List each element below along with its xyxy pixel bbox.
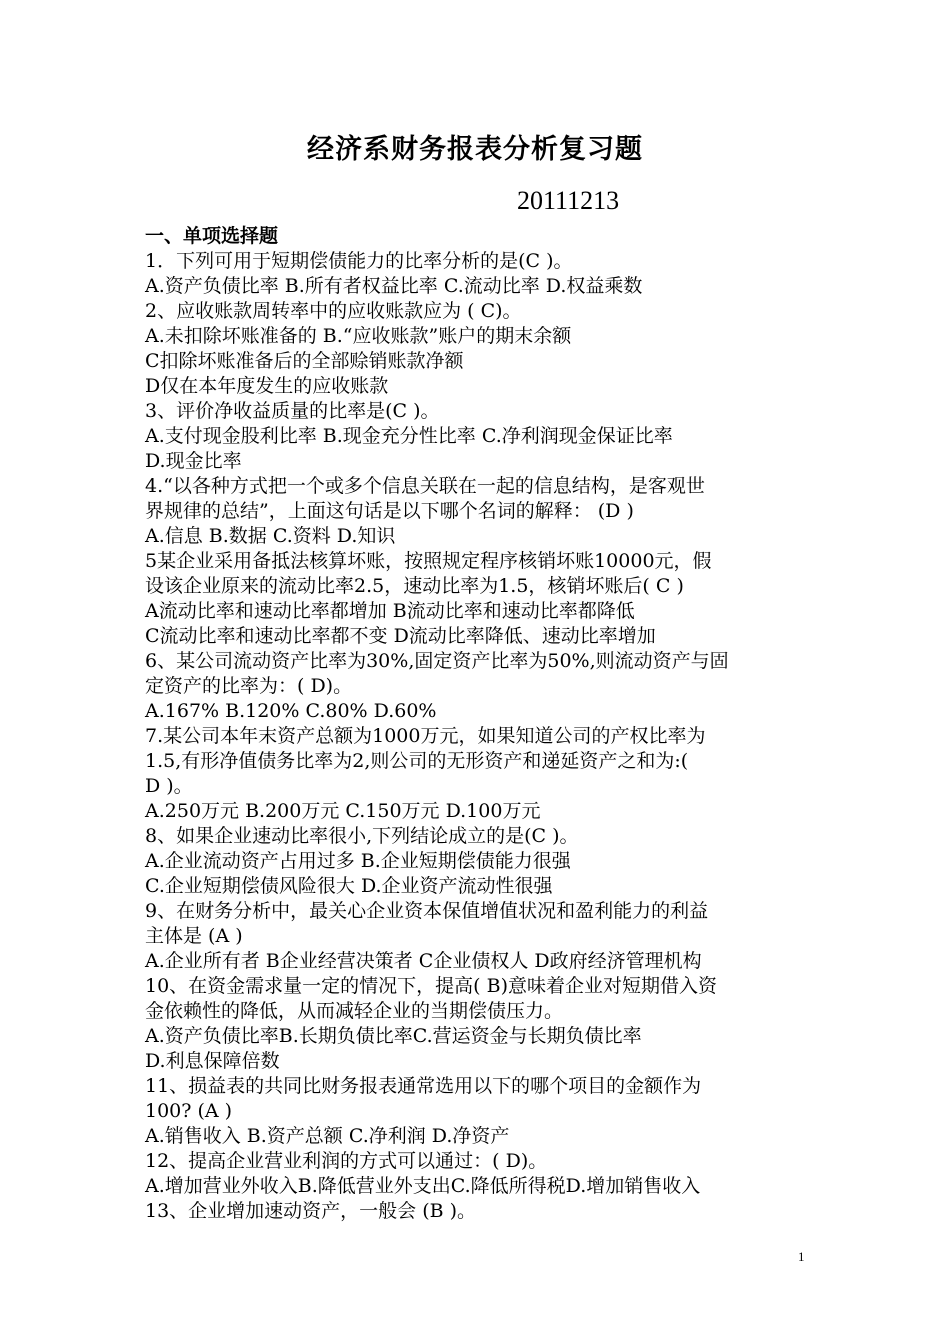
text-line: 5某企业采用备抵法核算坏账，按照规定程序核销坏账10000元，假 (145, 550, 712, 572)
text-line: 13、企业增加速动资产，一般会 (B )。 (145, 1200, 477, 1222)
text-line: A.销售收入 B.资产总额 C.净利润 D.净资产 (145, 1125, 510, 1147)
text-line: C扣除坏账准备后的全部赊销账款净额 (145, 350, 464, 372)
text-line: 8、如果企业速动比率很小,下列结论成立的是(C )。 (145, 825, 579, 847)
document-body (145, 224, 810, 1224)
text-line: A流动比率和速动比率都增加 B流动比率和速动比率都降低 (145, 600, 635, 622)
text-line: A.250万元 B.200万元 C.150万元 D.100万元 (145, 800, 541, 822)
text-line: 2、应收账款周转率中的应收账款应为 ( C)。 (145, 300, 522, 322)
text-line: 1.5,有形净值债务比率为2,则公司的无形资产和递延资产之和为:( (145, 750, 689, 772)
question-list (145, 249, 810, 1224)
text-line: 12、提高企业营业利润的方式可以通过：( D)。 (145, 1150, 548, 1172)
text-line: 7.某公司本年末资产总额为1000万元，如果知道公司的产权比率为 (145, 725, 706, 747)
page-number: 1 (798, 1249, 805, 1264)
text-line: 10、在资金需求量一定的情况下，提高( B)意味着企业对短期借入资 (145, 975, 718, 997)
text-line: A.167% B.120% C.80% D.60% (145, 700, 437, 722)
text-line: 定资产的比率为：( D)。 (145, 675, 353, 697)
text-line: 100? (A ) (145, 1100, 233, 1122)
text-line: A.增加营业外收入B.降低营业外支出C.降低所得税D.增加销售收入 (145, 1175, 701, 1197)
text-line: 金依赖性的降低，从而减轻企业的当期偿债压力。 (145, 1000, 564, 1022)
text-line: 4.“以各种方式把一个或多个信息关联在一起的信息结构，是客观世 (145, 475, 705, 497)
text-line: 设该企业原来的流动比率2.5，速动比率为1.5，核销坏账后( C ) (145, 575, 684, 597)
text-line: C流动比率和速动比率都不变 D流动比率降低、速动比率增加 (145, 625, 656, 647)
text-line: 1．下列可用于短期偿债能力的比率分析的是(C )。 (145, 250, 573, 272)
text-line: 11、损益表的共同比财务报表通常选用以下的哪个项目的金额作为 (145, 1075, 702, 1097)
text-line: D )。 (145, 775, 193, 797)
text-line: A.资产负债比率B.长期负债比率C.营运资金与长期负债比率 (145, 1025, 642, 1047)
text-line: 3、评价净收益质量的比率是(C )。 (145, 400, 440, 422)
text-line: D.现金比率 (145, 450, 242, 472)
text-line: A.企业所有者 B企业经营决策者 C企业债权人 D政府经济管理机构 (145, 950, 702, 972)
text-line: A.未扣除坏账准备的 B.“应收账款”账户的期末余额 (145, 325, 572, 347)
text-line: D仅在本年度发生的应收账款 (145, 375, 389, 397)
section-heading: 一、单项选择题 (145, 225, 279, 247)
text-line: C.企业短期偿债风险很大 D.企业资产流动性很强 (145, 875, 553, 897)
document-date: 20111213 (517, 186, 620, 215)
text-line: A.支付现金股利比率 B.现金充分性比率 C.净利润现金保证比率 (145, 425, 673, 447)
text-line: 9、在财务分析中，最关心企业资本保值增值状况和盈利能力的利益 (145, 900, 709, 922)
text-line: 界规律的总结”，上面这句话是以下哪个名词的解释： (D ) (145, 500, 634, 522)
text-line: 主体是 (A ) (145, 925, 243, 947)
text-line: A.信息 B.数据 C.资料 D.知识 (145, 525, 396, 547)
text-line: A.资产负债比率 B.所有者权益比率 C.流动比率 D.权益乘数 (145, 275, 643, 297)
document-title: 经济系财务报表分析复习题 (307, 134, 643, 165)
text-line: 6、某公司流动资产比率为30%,固定资产比率为50%,则流动资产与固 (145, 650, 729, 672)
text-line: A.企业流动资产占用过多 B.企业短期偿债能力很强 (145, 850, 571, 872)
text-line: D.利息保障倍数 (145, 1050, 280, 1072)
